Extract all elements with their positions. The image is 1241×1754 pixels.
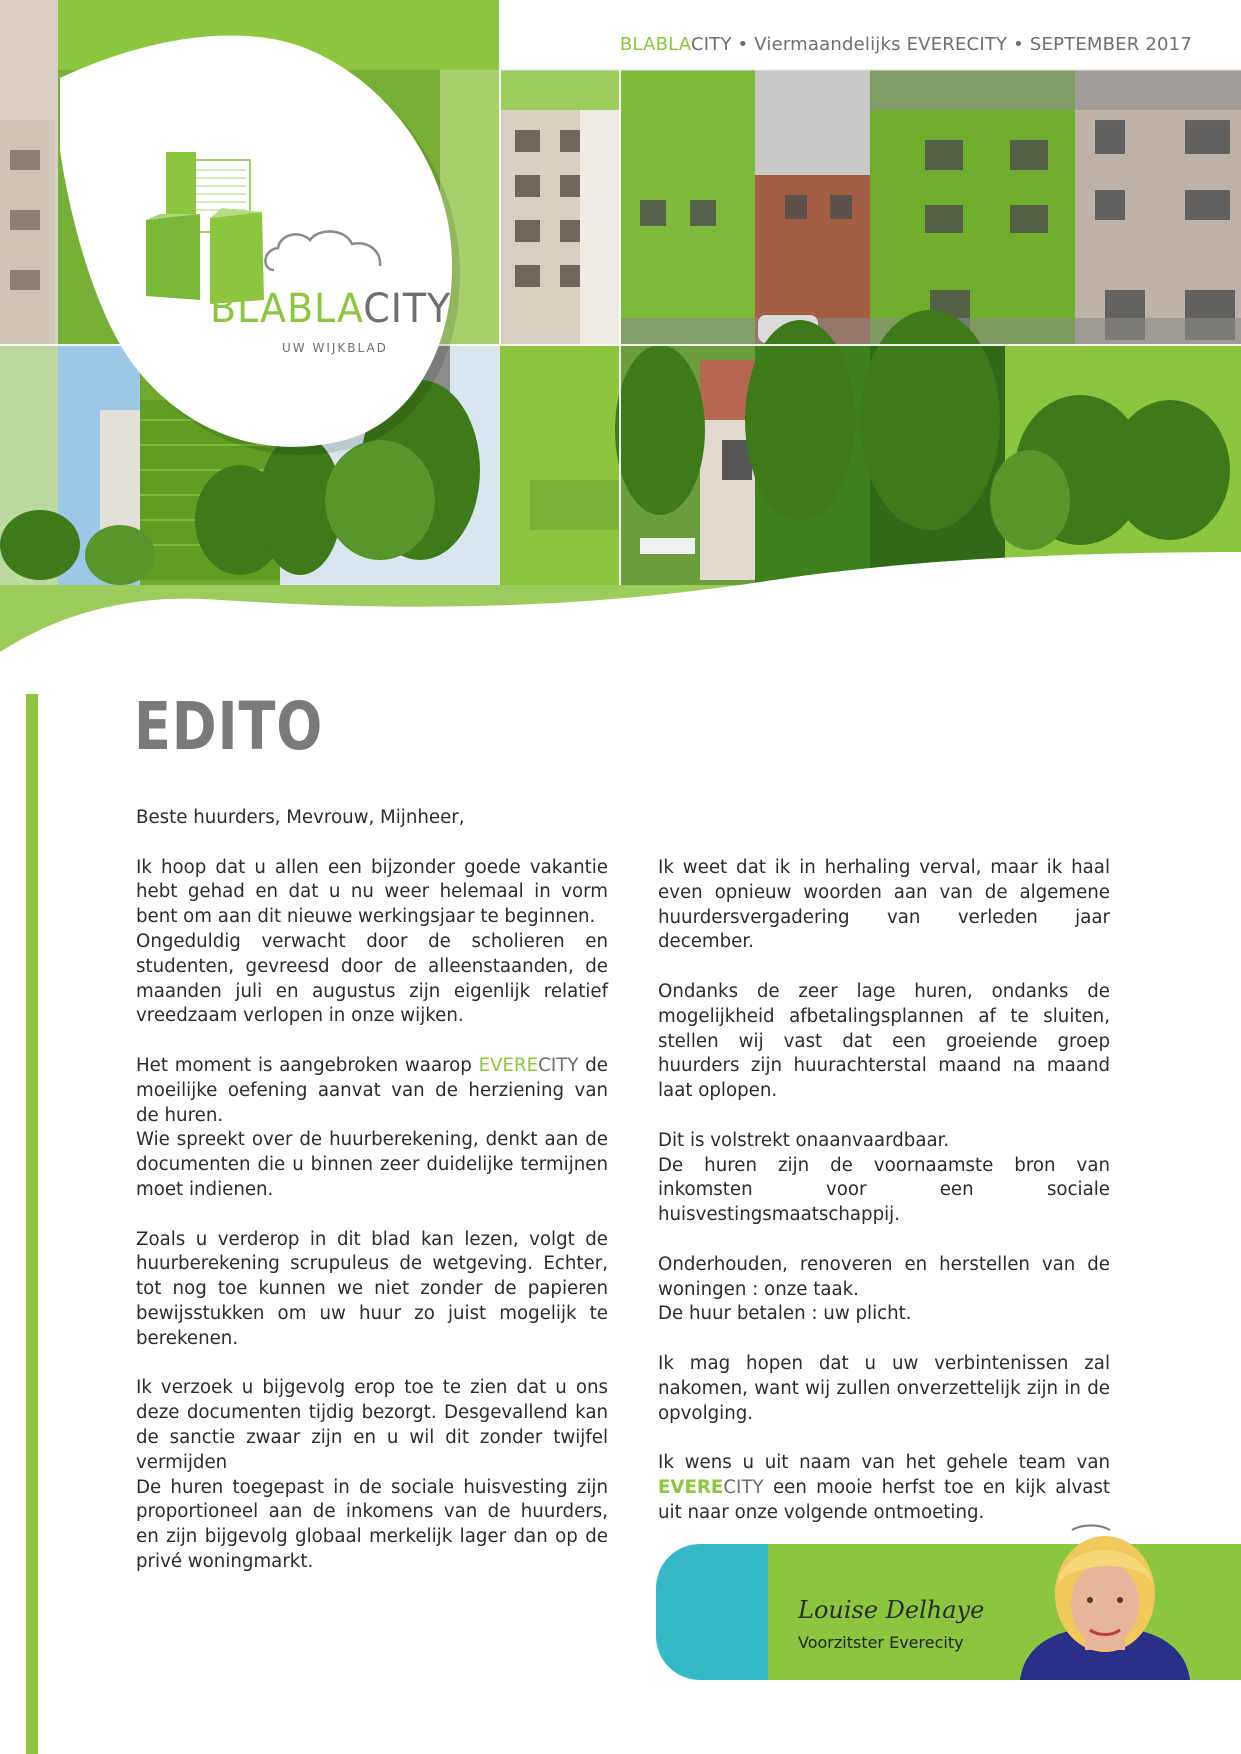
paragraph: De huur betalen : uw plicht. [658, 1303, 912, 1325]
salutation: Beste huurders, Mevrouw, Mijnheer, [136, 807, 465, 828]
paragraph: Ik hoop dat u allen een bijzonder goede vakantie hebt gehad en dat u nu weer helemaal in vorm bent om aan dit nieuwe werkingsjaar te beginnen. [136, 856, 608, 928]
brand-inline: EVERECITY [478, 1054, 579, 1076]
paragraph: Ik weet dat ik in herhaling verval, maar ik haal even opnieuw woorden aan van de algemene huurdersvergadering van verleden jaar december. [658, 857, 1110, 953]
issue-header-line [620, 34, 1192, 55]
paragraph: Ongeduldig verwacht door de scholieren en studenten, gevreesd door de alleenstaanden, de maanden juli en augustus zijn eigenlijk relatief vreedzaam verlopen in onze wijken. [136, 930, 608, 1027]
logo-wordmark [210, 286, 451, 332]
brand-inline: EVERECITY [658, 1476, 764, 1498]
logo-tagline: UW WIJKBLAD [282, 341, 388, 355]
paragraph: Ik verzoek u bijgevolg erop toe te zien dat u ons deze documenten tijdig bezorgt. Desgevallend kan de sanctie zwaar zijn en u wil dit zonder twijfel vermijden [136, 1377, 608, 1473]
paragraph: Dit is volstrekt onaanvaardbaar. [658, 1129, 950, 1151]
logo-word-part1: BLABLA [210, 286, 364, 332]
paragraph: Ik mag hopen dat u uw verbintenissen zal nakomen, want wij zullen onverzettelijk zijn in de opvolging. [658, 1352, 1110, 1424]
paragraph: De huren zijn de voornaamste bron van inkomsten voor een sociale huisvestingsmaatschappij. [658, 1154, 1110, 1226]
signature-card [656, 1544, 1241, 1680]
article-right-column [658, 856, 1110, 1550]
left-accent-rule [26, 694, 38, 1754]
header-brand-part2: CITY [690, 34, 732, 55]
signature-name: Louise Delhaye [798, 1596, 985, 1624]
paragraph: Onderhouden, renoveren en herstellen van de woningen : onze taak. [658, 1253, 1110, 1300]
paragraph: Zoals u verderop in dit blad kan lezen, volgt de huurberekening scrupuleus de wetgeving. Echter, tot nog toe kunnen we niet zonder de papieren bewijsstukken om uw huur zo juist mogelijk te berekenen. [136, 1228, 608, 1349]
paragraph: Ik wens u uit naam van het gehele team van EVERECITY een mooie herfst toe en kijk alvast uit naar onze volgende ontmoeting. [658, 1452, 1110, 1523]
paragraph: Ondanks de zeer lage huren, ondanks de mogelijkheid afbetalingsplannen af te sluiten, stellen wij vast dat een groeiende groep huurders zijn huurachterstal maand na maand laat oplopen. [658, 980, 1110, 1102]
header-meta-rest: • Viermaandelijks EVERECITY • SEPTEMBER 2017 [731, 34, 1192, 55]
article-left-column [136, 806, 608, 1600]
header-photo-collage [0, 0, 1241, 660]
signature-role: Voorzitster Everecity [798, 1633, 964, 1652]
page-title: EDITO [134, 688, 324, 765]
logo-word-part2: CITY [363, 286, 452, 332]
portrait-photo [990, 1522, 1220, 1680]
paragraph: Het moment is aangebroken waarop EVERECITY de moeilijke oefening aanvat van de herziening van de huren. [136, 1054, 608, 1126]
paragraph: Wie spreekt over de huurberekening, denkt aan de documenten die u binnen zeer duidelijke termijnen moet indienen. [136, 1129, 608, 1200]
header-brand-part1: BLABLA [619, 34, 691, 55]
paragraph: De huren toegepast in de sociale huisvesting zijn proportioneel aan de inkomens van de huurders, en zijn bijgevolg globaal merkelijk lager dan op de privé woningmarkt. [136, 1476, 608, 1572]
